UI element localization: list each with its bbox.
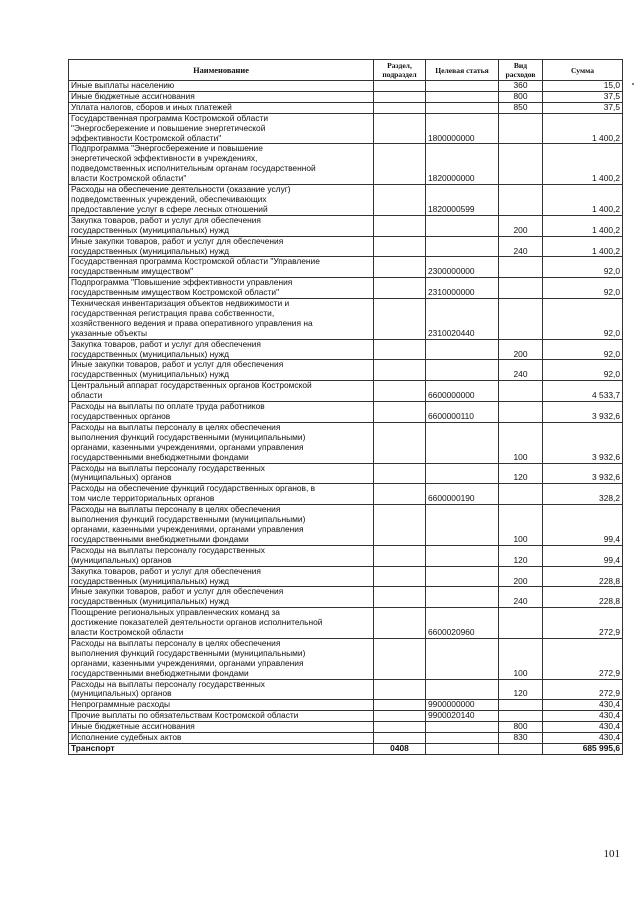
cell-razdel xyxy=(374,484,426,505)
cell-name xyxy=(69,402,374,423)
table-row xyxy=(69,339,623,360)
cell-name xyxy=(69,463,374,484)
table-row xyxy=(69,91,623,102)
cell-razdel xyxy=(374,566,426,587)
table-row-total xyxy=(69,744,623,755)
table-row xyxy=(69,545,623,566)
row-name-text: Закупка товаров, работ и услуг для обеспечения государственных (муниципальных) нужд xyxy=(71,215,261,235)
cell-statya xyxy=(426,505,499,546)
row-name-text: Расходы на обеспечение деятельности (оказание услуг) подведомственных учреждений, обеспечивающих предоставление услуг в сфере лесных отношений xyxy=(71,184,291,214)
cell-razdel xyxy=(374,422,426,463)
page-number: 101 xyxy=(603,848,620,860)
cell-sum: 685 995,6 xyxy=(543,744,623,755)
cell-name xyxy=(69,711,374,722)
cell-statya xyxy=(426,360,499,381)
cell-vid xyxy=(499,144,543,185)
row-name-text: Прочие выплаты по обязательствам Костромской области xyxy=(71,710,299,721)
cell-statya: 2310020440 xyxy=(426,299,499,340)
cell-name xyxy=(69,545,374,566)
cell-vid xyxy=(499,744,543,755)
cell-name xyxy=(69,215,374,236)
cell-vid: 120 xyxy=(499,463,543,484)
cell-razdel xyxy=(374,733,426,744)
cell-vid xyxy=(499,711,543,722)
cell-statya xyxy=(426,102,499,113)
row-name-text: Государственная программа Костромской области "Энергосбережение и повышение энергетической эффективности Костромской области" xyxy=(71,113,269,143)
table-row xyxy=(69,299,623,340)
table-body xyxy=(69,81,623,755)
row-name-text: Расходы на выплаты персоналу государственных (муниципальных) органов xyxy=(71,545,265,565)
cell-razdel xyxy=(374,278,426,299)
cell-vid: 200 xyxy=(499,566,543,587)
cell-razdel xyxy=(374,679,426,700)
table-row xyxy=(69,144,623,185)
cell-sum: 1 400,2 xyxy=(543,215,623,236)
header-summa: Сумма xyxy=(543,60,623,81)
table-row xyxy=(69,215,623,236)
cell-name xyxy=(69,113,374,144)
cell-sum: 92,0 xyxy=(543,257,623,278)
row-name-text: Техническая инвентаризация объектов недвижимости и государственная регистрация права собственности, хозяйственного ведения и права оперативного управления на указанные объекты xyxy=(71,298,313,338)
cell-razdel xyxy=(374,113,426,144)
row-name-text: Расходы на выплаты персоналу в целях обеспечения выполнения функций государственными (муниципальными) органами, казенными учреждениями, органами управления государственными внебюджетными фондами xyxy=(71,638,306,678)
cell-sum: 37,5 xyxy=(543,102,623,113)
table-row xyxy=(69,505,623,546)
cell-sum: 1 400,2 xyxy=(543,185,623,216)
row-name-text: Закупка товаров, работ и услуг для обеспечения государственных (муниципальных) нужд xyxy=(71,339,261,359)
cell-name xyxy=(69,744,374,755)
cell-sum: 3 932,6 xyxy=(543,422,623,463)
cell-statya: 9900000000 xyxy=(426,700,499,711)
cell-razdel xyxy=(374,711,426,722)
cell-razdel xyxy=(374,102,426,113)
table-row xyxy=(69,236,623,257)
cell-razdel xyxy=(374,215,426,236)
cell-sum: 272,9 xyxy=(543,679,623,700)
cell-vid: 240 xyxy=(499,236,543,257)
table-row xyxy=(69,711,623,722)
cell-statya xyxy=(426,236,499,257)
cell-name xyxy=(69,236,374,257)
cell-razdel xyxy=(374,144,426,185)
cell-vid: 360 xyxy=(499,81,543,92)
cell-razdel xyxy=(374,608,426,639)
row-name-text: Расходы на выплаты по оплате труда работников государственных органов xyxy=(71,401,265,421)
table-row xyxy=(69,278,623,299)
cell-razdel xyxy=(374,638,426,679)
cell-vid: 800 xyxy=(499,722,543,733)
cell-name xyxy=(69,339,374,360)
cell-razdel xyxy=(374,360,426,381)
cell-name xyxy=(69,144,374,185)
cell-name xyxy=(69,608,374,639)
cell-vid: 800 xyxy=(499,91,543,102)
table-row xyxy=(69,484,623,505)
cell-name xyxy=(69,566,374,587)
cell-vid: 200 xyxy=(499,215,543,236)
cell-razdel xyxy=(374,236,426,257)
cell-vid: 120 xyxy=(499,545,543,566)
cell-razdel xyxy=(374,185,426,216)
cell-name xyxy=(69,722,374,733)
cell-sum: 1 400,2 xyxy=(543,113,623,144)
cell-vid xyxy=(499,608,543,639)
cell-statya: 9900020140 xyxy=(426,711,499,722)
cell-sum: 430,4 xyxy=(543,733,623,744)
cell-sum: 430,4 xyxy=(543,700,623,711)
cell-sum: 328,2 xyxy=(543,484,623,505)
cell-sum: 430,4 xyxy=(543,711,623,722)
cell-name xyxy=(69,102,374,113)
cell-vid xyxy=(499,113,543,144)
cell-sum: 92,0 xyxy=(543,360,623,381)
cell-razdel xyxy=(374,299,426,340)
table-row xyxy=(69,679,623,700)
cell-statya xyxy=(426,91,499,102)
cell-vid xyxy=(499,381,543,402)
row-name-text: Расходы на обеспечение функций государственных органов, в том числе территориальных органов xyxy=(71,483,316,504)
row-name-text: Закупка товаров, работ и услуг для обеспечения государственных (муниципальных) нужд xyxy=(71,566,261,586)
cell-vid: 850 xyxy=(499,102,543,113)
cell-statya xyxy=(426,215,499,236)
cell-name xyxy=(69,422,374,463)
cell-name xyxy=(69,505,374,546)
cell-name xyxy=(69,700,374,711)
table-row xyxy=(69,638,623,679)
cell-statya: 2300000000 xyxy=(426,257,499,278)
cell-statya xyxy=(426,339,499,360)
cell-statya: 1820000000 xyxy=(426,144,499,185)
row-name-text: Иные закупки товаров, работ и услуг для обеспечения государственных (муниципальных) нужд xyxy=(71,359,284,380)
cell-statya: 6600020960 xyxy=(426,608,499,639)
cell-vid: 240 xyxy=(499,587,543,608)
cell-statya: 6600000190 xyxy=(426,484,499,505)
cell-name xyxy=(69,360,374,381)
cell-razdel xyxy=(374,81,426,92)
cell-statya xyxy=(426,463,499,484)
header-statya: Целевая статья xyxy=(426,60,499,81)
cell-sum: 99,4 xyxy=(543,505,623,546)
cell-vid xyxy=(499,278,543,299)
header-row xyxy=(69,60,623,81)
row-name-text: Исполнение судебных актов xyxy=(71,732,182,743)
cell-name xyxy=(69,638,374,679)
table-row xyxy=(69,257,623,278)
cell-name xyxy=(69,733,374,744)
row-name-text: Иные выплаты населению xyxy=(71,80,175,90)
cell-statya xyxy=(426,744,499,755)
cell-sum: 4 533,7 xyxy=(543,381,623,402)
table-row xyxy=(69,402,623,423)
header-razdel: Раздел, подраздел xyxy=(374,60,426,81)
cell-razdel xyxy=(374,339,426,360)
cell-name xyxy=(69,91,374,102)
cell-statya xyxy=(426,679,499,700)
cell-name xyxy=(69,257,374,278)
cell-statya xyxy=(426,722,499,733)
cell-sum: 99,4 xyxy=(543,545,623,566)
table-row xyxy=(69,587,623,608)
budget-table xyxy=(68,59,623,755)
cell-statya xyxy=(426,566,499,587)
cell-name xyxy=(69,278,374,299)
cell-vid xyxy=(499,402,543,423)
cell-sum: 15,0 xyxy=(543,81,623,92)
row-name-text: Иные закупки товаров, работ и услуг для обеспечения государственных (муниципальных) нужд xyxy=(71,236,284,256)
cell-statya: 6600000000 xyxy=(426,381,499,402)
row-name-text: Расходы на выплаты персоналу государственных (муниципальных) органов xyxy=(71,679,265,699)
cell-sum: 272,9 xyxy=(543,608,623,639)
cell-sum: 92,0 xyxy=(543,339,623,360)
cell-sum: 1 400,2 xyxy=(543,144,623,185)
row-name-text: Транспорт xyxy=(71,743,115,753)
cell-statya xyxy=(426,81,499,92)
cell-razdel xyxy=(374,402,426,423)
cell-sum: 3 932,6 xyxy=(543,402,623,423)
cell-statya: 6600000110 xyxy=(426,402,499,423)
row-name-text: Государственная программа Костромской области "Управление государственным имуществом" xyxy=(71,256,320,277)
cell-razdel xyxy=(374,700,426,711)
header-vid: Вид расходов xyxy=(499,60,543,81)
cell-statya xyxy=(426,733,499,744)
table-row xyxy=(69,700,623,711)
row-name-text: Уплата налогов, сборов и иных платежей xyxy=(71,102,232,112)
cell-vid: 100 xyxy=(499,638,543,679)
cell-name xyxy=(69,679,374,700)
cell-razdel: 0408 xyxy=(374,744,426,755)
cell-sum: 3 932,6 xyxy=(543,463,623,484)
row-name-text: Подпрограмма "Повышение эффективности управления государственным имуществом Костромской области" xyxy=(71,277,293,298)
cell-razdel xyxy=(374,587,426,608)
cell-statya xyxy=(426,587,499,608)
table-row xyxy=(69,566,623,587)
cell-razdel xyxy=(374,505,426,546)
table-row xyxy=(69,722,623,733)
cell-name xyxy=(69,185,374,216)
cell-name xyxy=(69,299,374,340)
table-row xyxy=(69,360,623,381)
cell-vid xyxy=(499,484,543,505)
cell-sum: 228,8 xyxy=(543,566,623,587)
row-name-text: Расходы на выплаты персоналу в целях обеспечения выполнения функций государственными (муниципальными) органами, казенными учреждениями, органами управления государственными внебюджетными фондами xyxy=(71,422,306,462)
row-name-text: Иные закупки товаров, работ и услуг для обеспечения государственных (муниципальных) нужд xyxy=(71,586,284,607)
row-name-text: Центральный аппарат государственных органов Костромской области xyxy=(71,380,312,401)
table-row xyxy=(69,102,623,113)
cell-razdel xyxy=(374,463,426,484)
cell-sum: 37,5 xyxy=(543,91,623,102)
table-row xyxy=(69,733,623,744)
margin-mark xyxy=(632,83,634,85)
cell-statya: 1800000000 xyxy=(426,113,499,144)
cell-sum: 1 400,2 xyxy=(543,236,623,257)
cell-sum: 228,8 xyxy=(543,587,623,608)
cell-vid xyxy=(499,185,543,216)
table-row xyxy=(69,608,623,639)
cell-name xyxy=(69,81,374,92)
row-name-text: Иные бюджетные ассигнования xyxy=(71,91,195,101)
row-name-text: Расходы на выплаты персоналу государственных (муниципальных) органов xyxy=(71,463,265,483)
cell-vid: 830 xyxy=(499,733,543,744)
cell-vid: 240 xyxy=(499,360,543,381)
table-row xyxy=(69,422,623,463)
cell-razdel xyxy=(374,381,426,402)
table-row xyxy=(69,185,623,216)
cell-sum: 92,0 xyxy=(543,299,623,340)
header-name: Наименование xyxy=(69,60,374,81)
table-header xyxy=(69,60,623,81)
cell-vid: 200 xyxy=(499,339,543,360)
cell-name xyxy=(69,587,374,608)
table-row xyxy=(69,463,623,484)
row-name-text: Непрограммные расходы xyxy=(71,699,171,710)
row-name-text: Подпрограмма "Энергосбережение и повышение энергетической эффективности в учреждениях, подведомственных исполнительным органам государственной власти Костромской области" xyxy=(71,143,316,184)
cell-statya: 2310000000 xyxy=(426,278,499,299)
row-name-text: Поощрение региональных управленческих команд за достижение показателей деятельности органов исполнительной власти Костромской области xyxy=(71,607,323,638)
cell-sum: 430,4 xyxy=(543,722,623,733)
cell-vid: 100 xyxy=(499,505,543,546)
cell-vid xyxy=(499,257,543,278)
table-row xyxy=(69,381,623,402)
cell-statya xyxy=(426,422,499,463)
table-row xyxy=(69,81,623,92)
cell-razdel xyxy=(374,545,426,566)
cell-name xyxy=(69,381,374,402)
cell-statya: 1820000599 xyxy=(426,185,499,216)
row-name-text: Расходы на выплаты персоналу в целях обеспечения выполнения функций государственными (муниципальными) органами, казенными учреждениями, органами управления государственными внебюджетными фондами xyxy=(71,504,306,544)
cell-razdel xyxy=(374,722,426,733)
cell-sum: 272,9 xyxy=(543,638,623,679)
cell-razdel xyxy=(374,91,426,102)
cell-razdel xyxy=(374,257,426,278)
cell-vid xyxy=(499,299,543,340)
cell-statya xyxy=(426,638,499,679)
cell-statya xyxy=(426,545,499,566)
cell-sum: 92,0 xyxy=(543,278,623,299)
cell-vid: 120 xyxy=(499,679,543,700)
row-name-text: Иные бюджетные ассигнования xyxy=(71,721,195,732)
cell-vid: 100 xyxy=(499,422,543,463)
cell-name xyxy=(69,484,374,505)
table-row xyxy=(69,113,623,144)
cell-vid xyxy=(499,700,543,711)
